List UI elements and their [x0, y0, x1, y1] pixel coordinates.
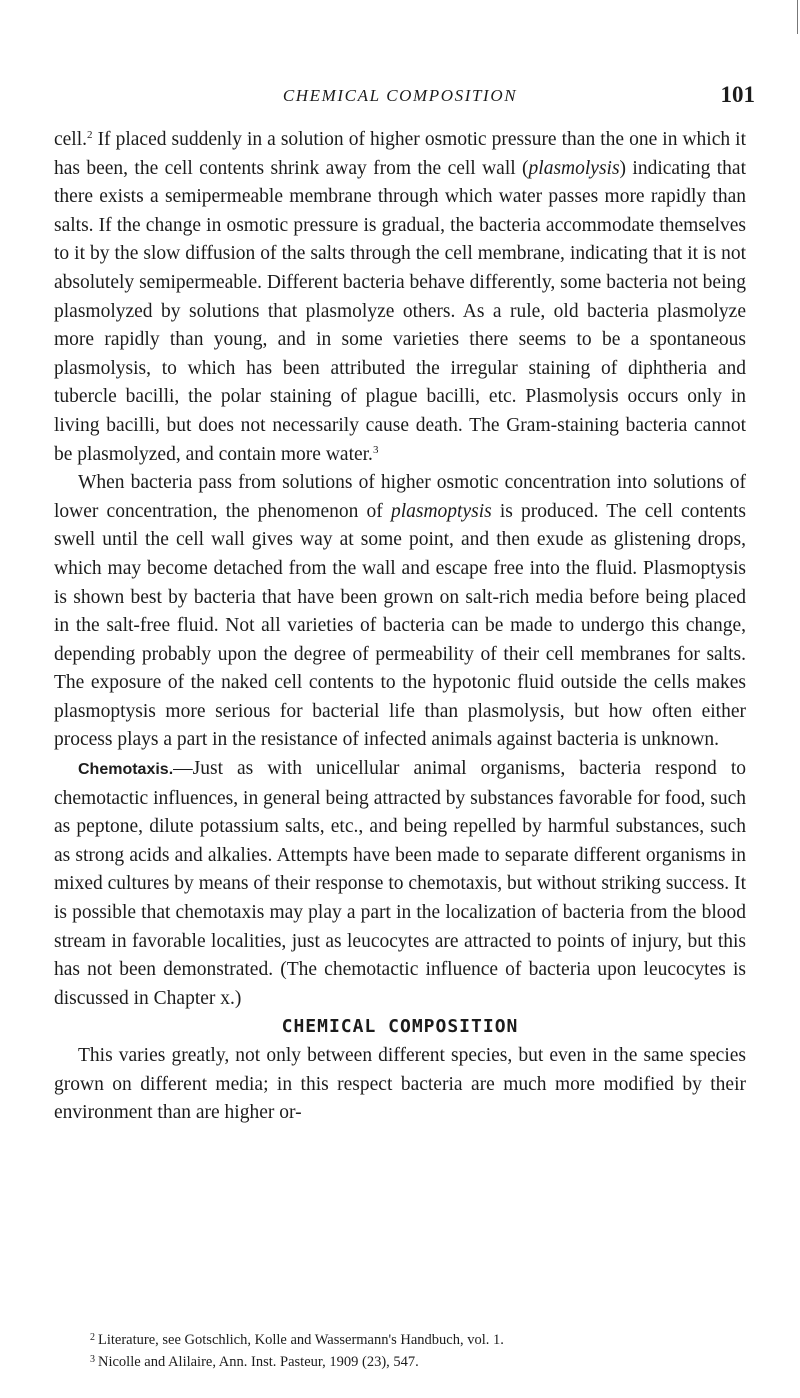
italic-term: plasmoptysis — [390, 500, 492, 522]
text-run: If placed suddenly in a solution of higher osmotic pressure than the one in which it has been, the cell contents shrink away from the cell wall ( — [54, 129, 746, 179]
body-text — [54, 126, 746, 1128]
footnote-mark: 3 — [90, 1354, 95, 1365]
paragraph — [54, 755, 746, 1013]
text-run: is produced. The cell contents swell until the cell wall gives way at some point, and then exude as glistening drops, which may become detached from the wall and escape free into the fluid. Plasmoptysis is shown best by bacteria that have been grown on salt-rich media before being placed in the salt-free fluid. Not all varieties of bacteria can be made to undergo this change, depending probably upon the degree of permeability of their cell membranes for salts. The exposure of the naked cell contents to the hypotonic fluid outside the cells makes plasmoptysis more serious for bacterial life than plasmolysis, but how often either process plays a part in the resistance of infected animals against bacteria is unknown. — [54, 500, 747, 751]
footnotes — [90, 1328, 750, 1372]
section-heading — [54, 1013, 746, 1042]
text-run: When bacteria pass from solutions of higher osmotic concentration into solutions of lower concentration, the phenomenon of — [54, 472, 746, 522]
footnote-text: Literature, see Gotschlich, Kolle and Wassermann's Handbuch, vol. 1. — [98, 1332, 504, 1348]
footnote-reference: 2 — [87, 129, 93, 141]
page-number: 101 — [720, 82, 755, 107]
footnote — [90, 1328, 750, 1350]
text-run: cell. — [54, 129, 88, 150]
footnote-mark: 2 — [90, 1332, 95, 1343]
footnote — [90, 1350, 750, 1372]
footnote-text: Nicolle and Alilaire, Ann. Inst. Pasteur, 1909 (23), 547. — [98, 1354, 419, 1370]
page-edge-mark — [797, 0, 798, 34]
paragraph — [54, 469, 746, 755]
paragraph — [54, 1042, 746, 1128]
text-run: ) indicating that there exists a semipermeable membrane through which water passes more rapidly than salts. If the change in osmotic pressure is gradual, the bacteria accommodate themselves to it by the slow diffusion of the salts through the cell membrane, indicating that it is not absolutely semipermeable. Different bacteria behave differently, some bacteria not being plasmolyzed by solutions that plasmolyze others. As a rule, old bacteria plasmolyze more rapidly than young, and in some varieties there seems to be a spontaneous plasmolysis, to which has been attributed the irregular staining of diphtheria and tubercle bacilli, the polar staining of plague bacilli, etc. Plasmolysis occurs only in living bacilli, but does not necessarily cause death. The Gram-staining bacteria cannot be plasmolyzed, and contain more water. — [54, 157, 746, 465]
text-run: This varies greatly, not only between different species, but even in the same species grown on different media; in this respect bacteria are much more modified by their environment than are higher or- — [54, 1045, 746, 1124]
text-run: CHEMICAL COMPOSITION — [281, 1016, 519, 1038]
running-title: CHEMICAL COMPOSITION — [282, 86, 518, 105]
footnote-reference: 3 — [372, 443, 379, 456]
paragraph — [54, 126, 746, 469]
run-in-heading: Chemotaxis. — [78, 761, 174, 779]
text-run: —Just as with unicellular animal organisms, bacteria respond to chemotactic influences, in general being attracted by substances favorable for food, such as peptone, dilute potassium salts, etc., and being repelled by harmful substances, such as strong acids and alkalies. Attempts have been made to separate different organisms in mixed cultures by means of their response to chemotaxis, but without striking success. It is possible that chemotaxis may play a part in the localization of bacteria from the blood stream in favorable localities, just as leucocytes are attracted to points of injury, but this has not been demonstrated. (The chemotactic influence of bacteria upon leucocytes is discussed in Chapter x.) — [54, 758, 746, 1009]
italic-term: plasmolysis — [528, 157, 620, 179]
running-head — [0, 82, 800, 116]
